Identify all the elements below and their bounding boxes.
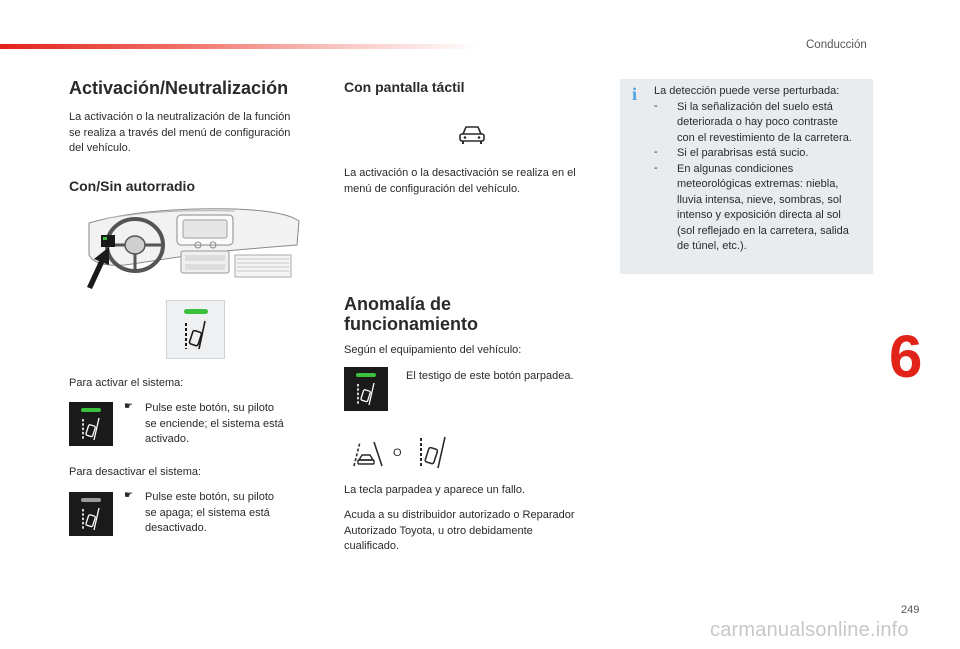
activate-step-3: activado. xyxy=(145,433,190,445)
info-item3-line6: de túnel, etc.). xyxy=(677,240,747,252)
activation-intro-1: La activación o la neutralización de la función xyxy=(69,111,291,123)
anomaly-title-1: Anomalía de xyxy=(344,294,452,314)
lane-assist-icon xyxy=(354,372,378,408)
dealer-text-3: cualificado. xyxy=(344,540,400,552)
info-lead: La detección puede verse perturbada: xyxy=(654,85,840,97)
activate-step-1: Pulse este botón, su piloto xyxy=(145,402,275,414)
top-accent-bar xyxy=(0,44,480,49)
page-number: 249 xyxy=(901,604,920,616)
info-item3-line5: (sol reflejado en la carretera, salida xyxy=(677,224,849,237)
anomaly-title-2: funcionamiento xyxy=(344,314,478,334)
lane-assist-icon xyxy=(79,497,103,533)
lane-warning-icon xyxy=(352,438,384,468)
lane-button-zoom xyxy=(166,300,225,359)
info-item3-line3: lluvia intensa, nieve, sombras, sol xyxy=(677,193,842,206)
info-item1-line3: con el revestimiento de la carretera. xyxy=(677,131,852,144)
pointer-bullet: ☛ xyxy=(124,401,133,412)
info-item2-line1: Si el parabrisas está sucio. xyxy=(677,147,809,159)
info-item1-line1: Si la señalización del suelo está xyxy=(677,100,833,113)
lane-button-blinking xyxy=(344,367,388,411)
deactivate-step-1: Pulse este botón, su piloto xyxy=(145,491,275,503)
anomaly-intro: Según el equipamiento del vehículo: xyxy=(344,344,522,356)
info-dash: - xyxy=(654,99,658,112)
touchscreen-text-2: menú de configuración del vehículo. xyxy=(344,182,521,195)
lane-assist-icon xyxy=(181,307,211,353)
lane-button-on xyxy=(69,402,113,446)
info-dash: - xyxy=(654,161,658,174)
info-item1-line2: deteriorada o hay poco contraste xyxy=(677,116,838,128)
lane-button-off xyxy=(69,492,113,536)
deactivate-step-3: desactivado. xyxy=(145,522,207,534)
activate-step-2: se enciende; el sistema está xyxy=(145,417,284,430)
activation-intro-3: del vehículo. xyxy=(69,142,131,154)
section-title: Conducción xyxy=(806,39,867,51)
lane-assist-icon xyxy=(417,435,449,471)
info-icon: i xyxy=(632,84,638,104)
dealer-text-1: Acuda a su distribuidor autorizado o Reparador xyxy=(344,509,575,521)
dealer-text-2: Autorizado Toyota, u otro debidamente xyxy=(344,524,533,537)
touchscreen-title: Con pantalla táctil xyxy=(344,79,465,95)
activation-intro-2: se realiza a través del menú de configuración xyxy=(69,126,291,139)
info-dash: - xyxy=(654,146,658,158)
info-item3-line1: En algunas condiciones xyxy=(677,162,794,175)
info-item3-line2: meteorológicas extremas: niebla, xyxy=(677,178,839,190)
deactivate-label: Para desactivar el sistema: xyxy=(69,466,202,478)
key-blinks-text: La tecla parpadea y aparece un fallo. xyxy=(344,484,526,496)
blink-text: El testigo de este botón parpadea. xyxy=(406,370,574,382)
radio-subtitle: Con/Sin autorradio xyxy=(69,178,195,194)
or-label: O xyxy=(393,447,402,459)
watermark: carmanualsonline.info xyxy=(710,619,909,641)
activation-title: Activación/Neutralización xyxy=(69,78,289,98)
activate-label: Para activar el sistema: xyxy=(69,377,184,389)
dashboard-illustration xyxy=(85,205,305,290)
touchscreen-text-1: La activación o la desactivación se realiza en el xyxy=(344,167,576,179)
deactivate-step-2: se apaga; el sistema está xyxy=(145,506,270,519)
pointer-bullet: ☛ xyxy=(124,490,133,501)
info-item3-line4: intenso y exposición directa al sol xyxy=(677,209,841,221)
chapter-number: 6 xyxy=(889,323,923,390)
lane-assist-icon xyxy=(79,407,103,443)
car-front-icon xyxy=(458,124,486,146)
